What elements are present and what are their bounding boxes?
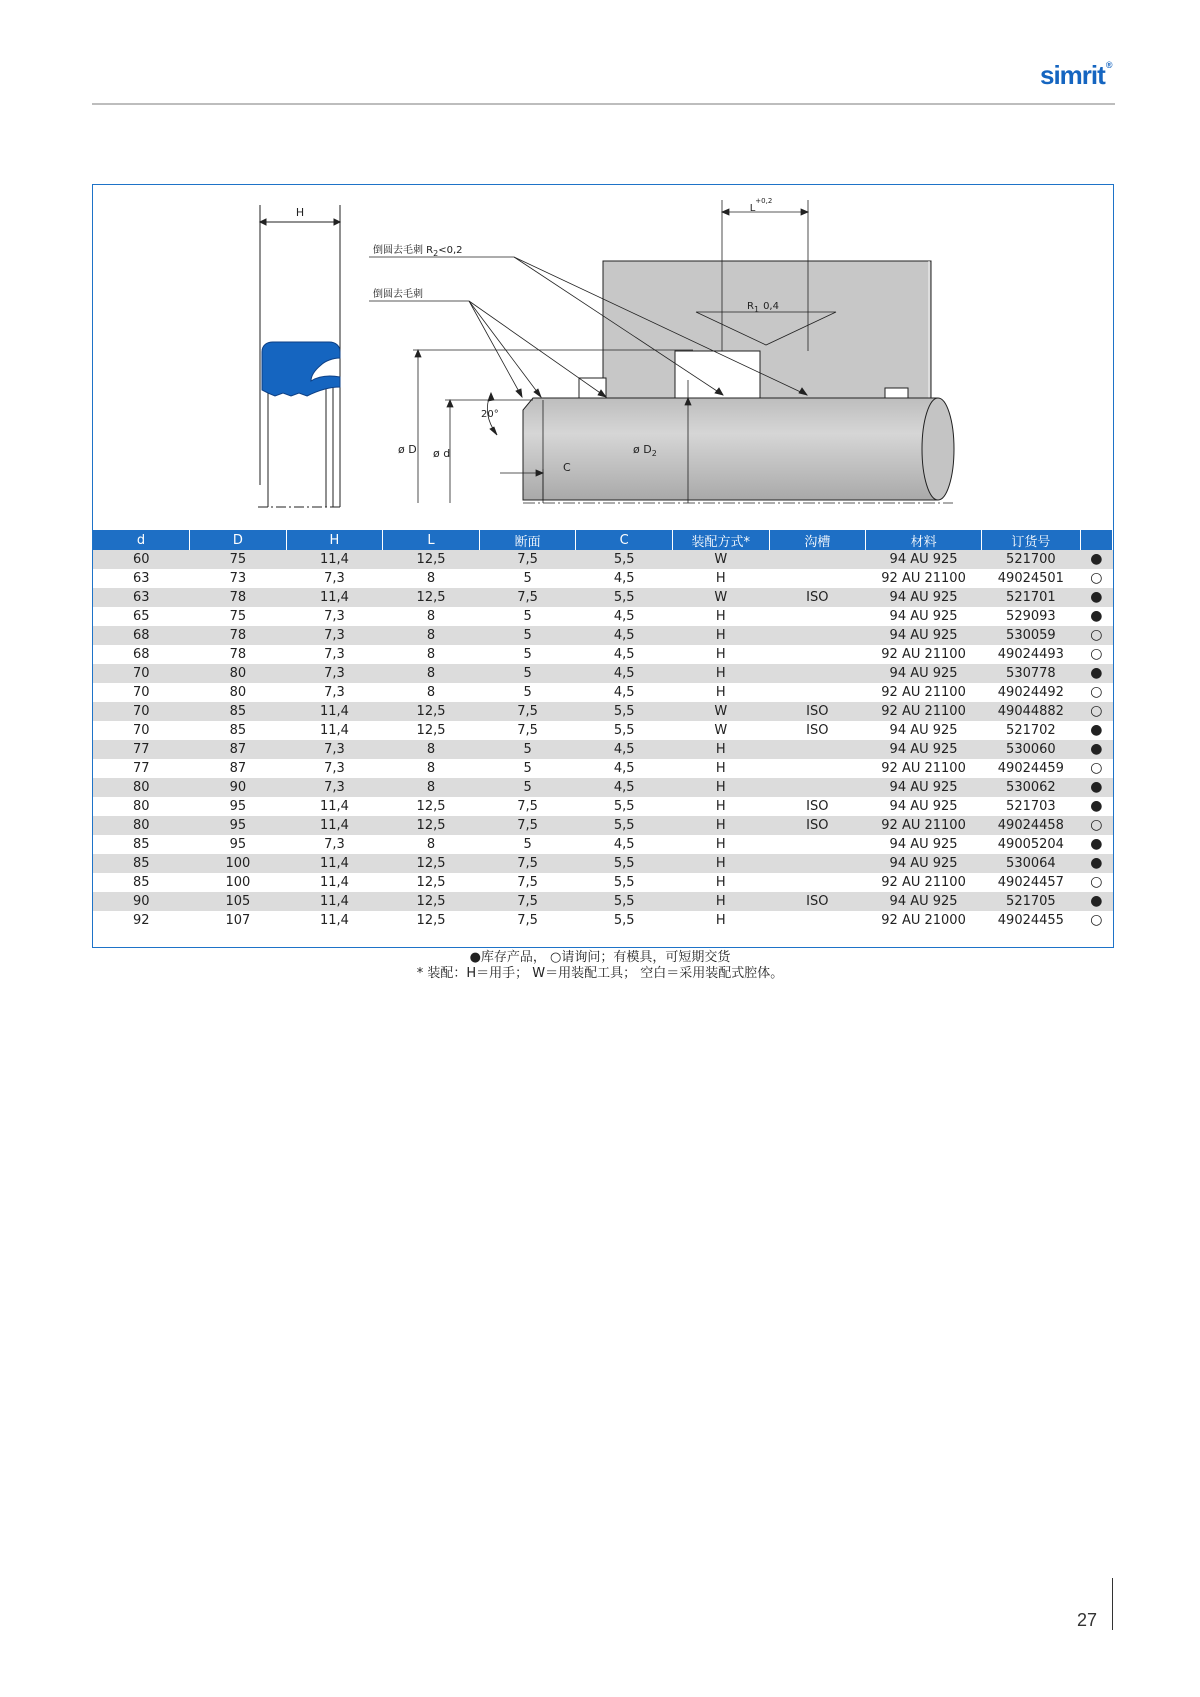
cell-stock: ● (1080, 607, 1112, 626)
cell-h: 11,4 (286, 816, 383, 835)
label-chamfer: 倒圆去毛刺 (373, 289, 423, 300)
cell-section: 5 (479, 835, 576, 854)
table-row (93, 892, 1113, 911)
cell-c: 5,5 (576, 816, 673, 835)
cell-d: 85 (93, 873, 190, 892)
cell-stock: ○ (1080, 816, 1112, 835)
cell-c: 5,5 (576, 873, 673, 892)
cell-groove (769, 626, 866, 645)
label-chamfer-r2: 倒圆去毛刺 $R_2<0,2$ (373, 245, 463, 258)
cell-fitting: H (672, 740, 769, 759)
cell-outer-d: 80 (190, 683, 287, 702)
cell-h: 11,4 (286, 892, 383, 911)
cell-stock: ○ (1080, 911, 1112, 930)
col-header-c: C (576, 530, 673, 550)
table-row (93, 816, 1113, 835)
cell-stock: ○ (1080, 702, 1112, 721)
cell-l: 12,5 (383, 911, 480, 930)
cell-section: 7,5 (479, 721, 576, 740)
cell-d: 70 (93, 721, 190, 740)
cell-material: 94 AU 925 (866, 854, 982, 873)
table-row (93, 873, 1113, 892)
cell-outer-d: 85 (190, 702, 287, 721)
cell-outer-d: 87 (190, 740, 287, 759)
cell-h: 7,3 (286, 664, 383, 683)
cell-l: 12,5 (383, 892, 480, 911)
page-number: 27 (1077, 1610, 1098, 1630)
housing (579, 261, 933, 407)
cell-l: 8 (383, 759, 480, 778)
cell-d: 90 (93, 892, 190, 911)
cell-fitting: W (672, 550, 769, 569)
cell-fitting: H (672, 778, 769, 797)
cell-d: 70 (93, 683, 190, 702)
col-header-h: H (286, 530, 383, 550)
table-row (93, 911, 1113, 930)
cell-material: 94 AU 925 (866, 721, 982, 740)
cell-section: 7,5 (479, 588, 576, 607)
cell-h: 7,3 (286, 607, 383, 626)
table-row (93, 721, 1113, 740)
registered-mark: ® (1105, 60, 1112, 70)
cell-order-no: 521703 (982, 797, 1081, 816)
table-row (93, 664, 1113, 683)
cell-material: 92 AU 21100 (866, 569, 982, 588)
cell-c: 5,5 (576, 550, 673, 569)
cell-fitting: W (672, 721, 769, 740)
cell-material: 92 AU 21000 (866, 911, 982, 930)
cell-h: 11,4 (286, 911, 383, 930)
cell-l: 12,5 (383, 702, 480, 721)
cell-fitting: W (672, 588, 769, 607)
col-header-groove: 沟槽 (769, 530, 866, 550)
cell-order-no: 49005204 (982, 835, 1081, 854)
cell-order-no: 530778 (982, 664, 1081, 683)
cell-groove (769, 740, 866, 759)
table-row (93, 607, 1113, 626)
cell-h: 7,3 (286, 626, 383, 645)
cell-order-no: 49024457 (982, 873, 1081, 892)
cell-outer-d: 90 (190, 778, 287, 797)
cell-d: 77 (93, 740, 190, 759)
cell-material: 92 AU 21100 (866, 759, 982, 778)
cell-order-no: 530064 (982, 854, 1081, 873)
cell-l: 8 (383, 626, 480, 645)
cell-outer-d: 105 (190, 892, 287, 911)
cell-groove (769, 911, 866, 930)
cell-section: 7,5 (479, 911, 576, 930)
cell-c: 4,5 (576, 626, 673, 645)
cell-order-no: 49024493 (982, 645, 1081, 664)
cell-order-no: 530060 (982, 740, 1081, 759)
cell-stock: ● (1080, 721, 1112, 740)
cell-d: 60 (93, 550, 190, 569)
cell-groove: ISO (769, 721, 866, 740)
col-header-fitting: 装配方式* (672, 530, 769, 550)
cell-d: 70 (93, 702, 190, 721)
cell-groove: ISO (769, 816, 866, 835)
cell-material: 92 AU 21100 (866, 702, 982, 721)
cell-groove (769, 683, 866, 702)
cell-section: 5 (479, 645, 576, 664)
cell-order-no: 49024459 (982, 759, 1081, 778)
cell-section: 7,5 (479, 816, 576, 835)
cell-outer-d: 87 (190, 759, 287, 778)
cell-order-no: 530059 (982, 626, 1081, 645)
cell-groove: ISO (769, 702, 866, 721)
cell-c: 5,5 (576, 797, 673, 816)
table-row (93, 835, 1113, 854)
cell-l: 8 (383, 778, 480, 797)
simrit-logo (1040, 60, 1111, 91)
cell-h: 11,4 (286, 702, 383, 721)
cell-material: 94 AU 925 (866, 740, 982, 759)
cell-fitting: H (672, 607, 769, 626)
cell-stock: ○ (1080, 759, 1112, 778)
cell-l: 12,5 (383, 721, 480, 740)
label-r1: $R_1$ 0,4 (747, 301, 779, 314)
cell-c: 4,5 (576, 569, 673, 588)
cell-c: 5,5 (576, 892, 673, 911)
cell-outer-d: 80 (190, 664, 287, 683)
cell-material: 94 AU 925 (866, 835, 982, 854)
cell-h: 7,3 (286, 778, 383, 797)
technical-drawing (93, 185, 1113, 530)
cell-d: 68 (93, 645, 190, 664)
table-header-row (93, 530, 1113, 550)
table-row (93, 797, 1113, 816)
cell-l: 8 (383, 664, 480, 683)
col-header-material: 材料 (866, 530, 982, 550)
col-header-outer-d: D (190, 530, 287, 550)
cell-h: 7,3 (286, 683, 383, 702)
seal-profile (262, 342, 340, 396)
col-header-l: L (383, 530, 480, 550)
cell-outer-d: 100 (190, 854, 287, 873)
cell-material: 94 AU 925 (866, 550, 982, 569)
cell-stock: ● (1080, 778, 1112, 797)
cell-stock: ● (1080, 664, 1112, 683)
cell-order-no: 49024458 (982, 816, 1081, 835)
cell-outer-d: 95 (190, 816, 287, 835)
cell-l: 12,5 (383, 873, 480, 892)
table-row (93, 626, 1113, 645)
label-od: ø D (398, 443, 417, 456)
cell-section: 7,5 (479, 854, 576, 873)
cell-l: 8 (383, 569, 480, 588)
cell-groove: ISO (769, 797, 866, 816)
cell-order-no: 49024492 (982, 683, 1081, 702)
cell-d: 63 (93, 588, 190, 607)
cell-section: 7,5 (479, 702, 576, 721)
cell-section: 5 (479, 740, 576, 759)
cell-section: 7,5 (479, 550, 576, 569)
cell-d: 85 (93, 835, 190, 854)
cell-stock: ● (1080, 550, 1112, 569)
cell-section: 7,5 (479, 873, 576, 892)
cell-stock: ○ (1080, 626, 1112, 645)
cell-section: 5 (479, 607, 576, 626)
cell-fitting: H (672, 835, 769, 854)
col-header-order-no: 订货号 (982, 530, 1081, 550)
cell-c: 4,5 (576, 835, 673, 854)
cell-groove: ISO (769, 892, 866, 911)
fitting-legend: * 装配：H＝用手； W＝用装配工具； 空白＝采用装配式腔体。 (416, 966, 784, 981)
cell-h: 7,3 (286, 835, 383, 854)
label-l: $L^{+0,2}$ (749, 197, 773, 214)
cell-stock: ● (1080, 835, 1112, 854)
cell-outer-d: 78 (190, 626, 287, 645)
shaft (523, 398, 954, 503)
cell-fitting: W (672, 702, 769, 721)
cell-l: 8 (383, 683, 480, 702)
cell-groove (769, 873, 866, 892)
cell-h: 7,3 (286, 645, 383, 664)
cell-stock: ● (1080, 740, 1112, 759)
cell-h: 11,4 (286, 854, 383, 873)
cell-l: 12,5 (383, 588, 480, 607)
cell-order-no: 49044882 (982, 702, 1081, 721)
cell-d: 77 (93, 759, 190, 778)
cell-section: 5 (479, 683, 576, 702)
col-header-section: 断面 (479, 530, 576, 550)
cell-material: 92 AU 21100 (866, 683, 982, 702)
cell-outer-d: 107 (190, 911, 287, 930)
cell-outer-d: 78 (190, 645, 287, 664)
cell-material: 92 AU 21100 (866, 873, 982, 892)
cell-h: 7,3 (286, 759, 383, 778)
cell-material: 94 AU 925 (866, 588, 982, 607)
cell-stock: ● (1080, 854, 1112, 873)
cell-l: 12,5 (383, 797, 480, 816)
cell-fitting: H (672, 816, 769, 835)
cell-d: 63 (93, 569, 190, 588)
table-row (93, 645, 1113, 664)
cell-c: 5,5 (576, 721, 673, 740)
cell-c: 4,5 (576, 645, 673, 664)
cell-l: 8 (383, 835, 480, 854)
cell-stock: ● (1080, 588, 1112, 607)
cell-groove (769, 664, 866, 683)
cell-section: 5 (479, 626, 576, 645)
cell-fitting: H (672, 892, 769, 911)
cell-stock: ● (1080, 892, 1112, 911)
cell-h: 11,4 (286, 797, 383, 816)
cell-section: 5 (479, 778, 576, 797)
cell-l: 12,5 (383, 854, 480, 873)
cell-order-no: 529093 (982, 607, 1081, 626)
cell-order-no: 521701 (982, 588, 1081, 607)
cell-h: 11,4 (286, 550, 383, 569)
cell-stock: ○ (1080, 683, 1112, 702)
table-row (93, 759, 1113, 778)
cell-d: 70 (93, 664, 190, 683)
cell-groove (769, 607, 866, 626)
cell-fitting: H (672, 645, 769, 664)
cell-fitting: H (672, 683, 769, 702)
stock-legend: ●库存产品， ○请询问；有模具，可短期交货 (469, 950, 731, 965)
table-row (93, 740, 1113, 759)
cell-material: 94 AU 925 (866, 607, 982, 626)
label-h: H (295, 206, 305, 219)
cell-fitting: H (672, 911, 769, 930)
cell-l: 8 (383, 740, 480, 759)
col-header-d: d (93, 530, 190, 550)
cell-section: 5 (479, 759, 576, 778)
cell-h: 11,4 (286, 721, 383, 740)
cell-d: 80 (93, 778, 190, 797)
table-row (93, 854, 1113, 873)
cell-material: 94 AU 925 (866, 892, 982, 911)
cell-stock: ○ (1080, 873, 1112, 892)
cell-d: 80 (93, 816, 190, 835)
cell-outer-d: 75 (190, 607, 287, 626)
cell-groove: ISO (769, 588, 866, 607)
cell-fitting: H (672, 569, 769, 588)
cell-order-no: 521700 (982, 550, 1081, 569)
cell-section: 5 (479, 569, 576, 588)
cell-groove (769, 759, 866, 778)
cell-fitting: H (672, 759, 769, 778)
cell-outer-d: 73 (190, 569, 287, 588)
col-header-stock (1080, 530, 1112, 550)
cell-fitting: H (672, 626, 769, 645)
cell-section: 7,5 (479, 797, 576, 816)
cell-c: 4,5 (576, 740, 673, 759)
cell-order-no: 49024455 (982, 911, 1081, 930)
cell-order-no: 530062 (982, 778, 1081, 797)
cell-groove (769, 645, 866, 664)
cell-groove (769, 569, 866, 588)
cell-c: 4,5 (576, 778, 673, 797)
cell-outer-d: 78 (190, 588, 287, 607)
cell-material: 94 AU 925 (866, 778, 982, 797)
cell-stock: ● (1080, 797, 1112, 816)
cell-fitting: H (672, 797, 769, 816)
cell-fitting: H (672, 873, 769, 892)
cell-outer-d: 100 (190, 873, 287, 892)
cell-outer-d: 95 (190, 835, 287, 854)
cell-groove (769, 835, 866, 854)
cell-material: 94 AU 925 (866, 626, 982, 645)
label-d2: ø $D_2$ (633, 443, 657, 458)
table-row (93, 550, 1113, 569)
cell-c: 5,5 (576, 702, 673, 721)
cell-c: 4,5 (576, 607, 673, 626)
cell-order-no: 521705 (982, 892, 1081, 911)
cell-d: 68 (93, 626, 190, 645)
table-row (93, 683, 1113, 702)
cell-c: 4,5 (576, 683, 673, 702)
cell-outer-d: 75 (190, 550, 287, 569)
cell-h: 11,4 (286, 873, 383, 892)
table-notes (0, 950, 1200, 982)
cell-outer-d: 85 (190, 721, 287, 740)
cell-l: 12,5 (383, 550, 480, 569)
cell-section: 5 (479, 664, 576, 683)
dimension-table (93, 530, 1113, 930)
label-angle: 20° (481, 409, 499, 420)
table-row (93, 702, 1113, 721)
header-rule (92, 103, 1115, 105)
cell-c: 5,5 (576, 911, 673, 930)
cell-d: 92 (93, 911, 190, 930)
cell-c: 4,5 (576, 664, 673, 683)
cell-c: 4,5 (576, 759, 673, 778)
cell-h: 7,3 (286, 569, 383, 588)
cell-l: 12,5 (383, 816, 480, 835)
cell-order-no: 521702 (982, 721, 1081, 740)
cell-order-no: 49024501 (982, 569, 1081, 588)
cell-l: 8 (383, 645, 480, 664)
cell-material: 92 AU 21100 (866, 645, 982, 664)
page-number-rule (1112, 1578, 1113, 1630)
cell-d: 80 (93, 797, 190, 816)
cell-h: 11,4 (286, 588, 383, 607)
table-body (93, 550, 1113, 930)
cell-d: 65 (93, 607, 190, 626)
cell-fitting: H (672, 854, 769, 873)
cell-stock: ○ (1080, 645, 1112, 664)
table-row (93, 778, 1113, 797)
cell-stock: ○ (1080, 569, 1112, 588)
cell-section: 7,5 (479, 892, 576, 911)
cell-c: 5,5 (576, 588, 673, 607)
cell-h: 7,3 (286, 740, 383, 759)
logo-text: simrit (1040, 60, 1105, 90)
cell-material: 92 AU 21100 (866, 816, 982, 835)
cell-fitting: H (672, 664, 769, 683)
cell-material: 94 AU 925 (866, 664, 982, 683)
table-row (93, 569, 1113, 588)
cell-c: 5,5 (576, 854, 673, 873)
cell-outer-d: 95 (190, 797, 287, 816)
cell-material: 94 AU 925 (866, 797, 982, 816)
cell-groove (769, 854, 866, 873)
cell-groove (769, 778, 866, 797)
cell-d: 85 (93, 854, 190, 873)
label-c: C (563, 461, 571, 474)
table-row (93, 588, 1113, 607)
label-id: ø d (433, 447, 451, 460)
cell-groove (769, 550, 866, 569)
cell-l: 8 (383, 607, 480, 626)
